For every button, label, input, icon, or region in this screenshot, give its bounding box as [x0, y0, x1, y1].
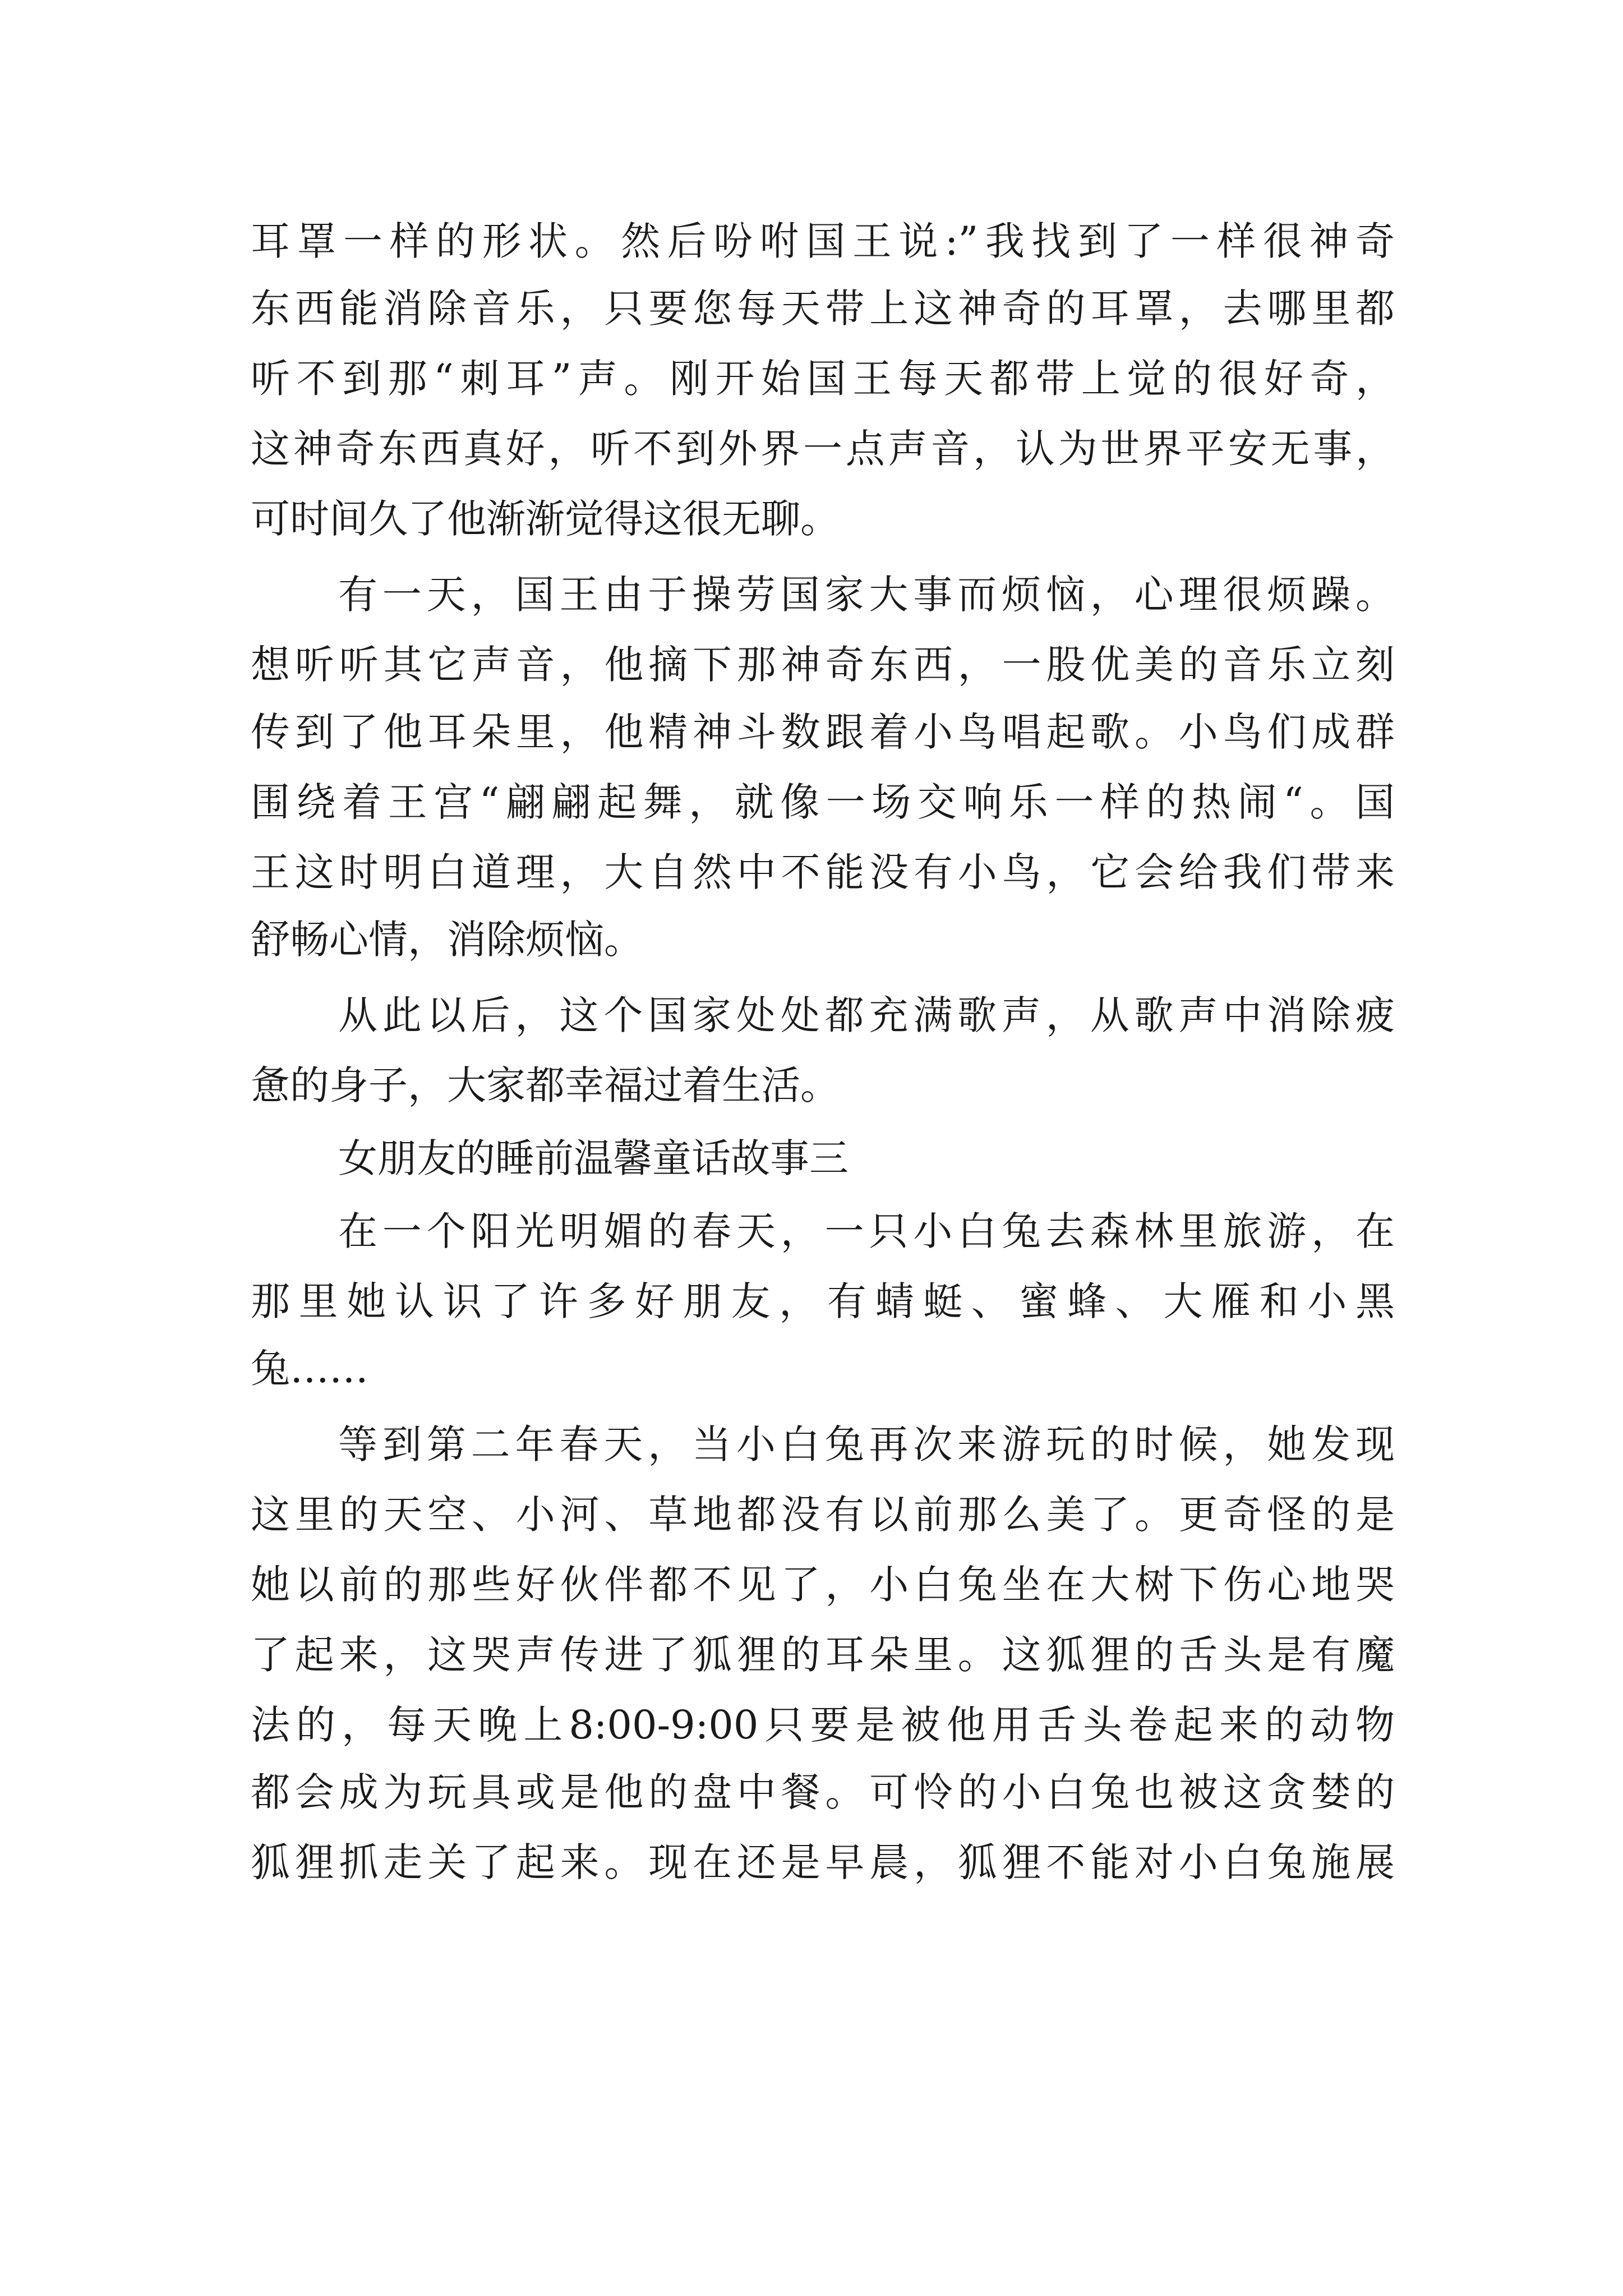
text-line: 这里的天空、小河、草地都没有以前那么美了。更奇怪的是	[251, 1492, 1395, 1538]
text-line: 听不到那“刺耳”声。刚开始国王每天都带上觉的很好奇，	[251, 356, 1395, 402]
text-line: 从此以后，这个国家处处都充满歌声，从歌声中消除疲	[338, 992, 1395, 1038]
text-line: 围绕着王宫“翩翩起舞，就像一场交响乐一样的热闹“。国	[251, 779, 1395, 825]
text-line: 这神奇东西真好，听不到外界一点声音，认为世界平安无事，	[251, 426, 1395, 472]
text-line: 等到第二年春天，当小白兔再次来游玩的时候，她发现	[338, 1421, 1395, 1467]
text-line: 都会成为玩具或是他的盘中餐。可怜的小白兔也被这贪婪的	[251, 1769, 1395, 1815]
text-line: 法的，每天晚上8:00-9:00只要是被他用舌头卷起来的动物	[251, 1702, 1395, 1748]
text-line: 她以前的那些好伙伴都不见了，小白兔坐在大树下伤心地哭	[251, 1562, 1395, 1608]
text-line: 东西能消除音乐，只要您每天带上这神奇的耳罩，去哪里都	[251, 286, 1395, 332]
text-line: 兔……	[251, 1346, 368, 1392]
text-line: 有一天，国王由于操劳国家大事而烦恼，心理很烦躁。	[338, 572, 1395, 618]
text-line: 想听听其它声音，他摘下那神奇东西，一股优美的音乐立刻	[251, 642, 1395, 688]
text-line: 耳罩一样的形状。然后吩咐国王说:”我找到了一样很神奇	[251, 218, 1395, 264]
text-line: 在一个阳光明媚的春天，一只小白兔去森林里旅游，在	[338, 1208, 1395, 1254]
text-line: 王这时明白道理，大自然中不能没有小鸟，它会给我们带来	[251, 849, 1395, 895]
text-line: 狐狸抓走关了起来。现在还是早晨，狐狸不能对小白兔施展	[251, 1839, 1395, 1885]
text-line: 传到了他耳朵里，他精神斗数跟着小鸟唱起歌。小鸟们成群	[251, 709, 1395, 755]
text-line: 惫的身子，大家都幸福过着生活。	[251, 1062, 840, 1108]
text-line: 舒畅心情，消除烦恼。	[251, 917, 643, 963]
section-heading: 女朋友的睡前温馨童话故事三	[338, 1135, 849, 1181]
text-line: 那里她认识了许多好朋友，有蜻蜓、蜜蜂、大雁和小黑	[251, 1278, 1395, 1324]
text-line: 可时间久了他渐渐觉得这很无聊。	[251, 496, 840, 542]
text-line: 了起来，这哭声传进了狐狸的耳朵里。这狐狸的舌头是有魔	[251, 1632, 1395, 1678]
